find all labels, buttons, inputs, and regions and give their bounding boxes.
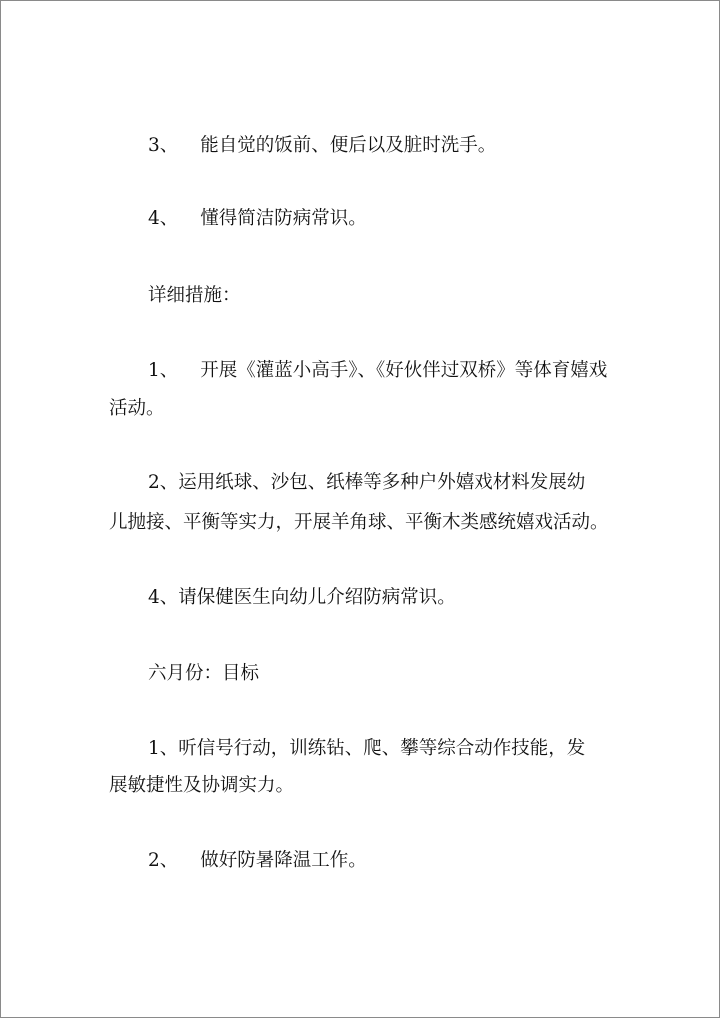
goal-item-1: 1、听信号行动，训练钻、爬、攀等综合动作技能，发 (148, 738, 586, 759)
item-text: 开展《灌蓝小高手》、《好伙伴过双桥》等体育嬉戏 (200, 360, 608, 381)
measure-item-2: 2、运用纸球、沙包、纸棒等多种户外嬉戏材料发展幼 (148, 472, 586, 493)
list-item-3 (148, 128, 619, 164)
item-number: 4、 (148, 208, 179, 229)
measure-item-1-continued: 活动。 (109, 398, 165, 419)
goal-item-1-continued: 展敏捷性及协调实力。 (109, 775, 295, 796)
item-text: 懂得简洁防病常识。 (200, 208, 367, 229)
item-number: 1、 (148, 360, 179, 381)
measure-item-2-continued: 儿抛接、平衡等实力，开展羊角球、平衡木类感统嬉戏活动。 (109, 512, 609, 533)
measure-item-4: 4、请保健医生向幼儿介绍防病常识。 (148, 587, 456, 608)
item-text: 能自觉的饭前、便后以及脏时洗手。 (200, 135, 497, 156)
section-heading-june-goals: 六月份：目标 (148, 663, 260, 684)
measure-item-1 (148, 353, 619, 389)
item-text: 做好防暑降温工作。 (200, 850, 367, 871)
list-item-4 (148, 201, 619, 237)
section-heading-measures: 详细措施： (148, 285, 241, 306)
item-number: 2、 (148, 850, 179, 871)
goal-item-2 (148, 843, 619, 879)
item-number: 3、 (148, 135, 179, 156)
